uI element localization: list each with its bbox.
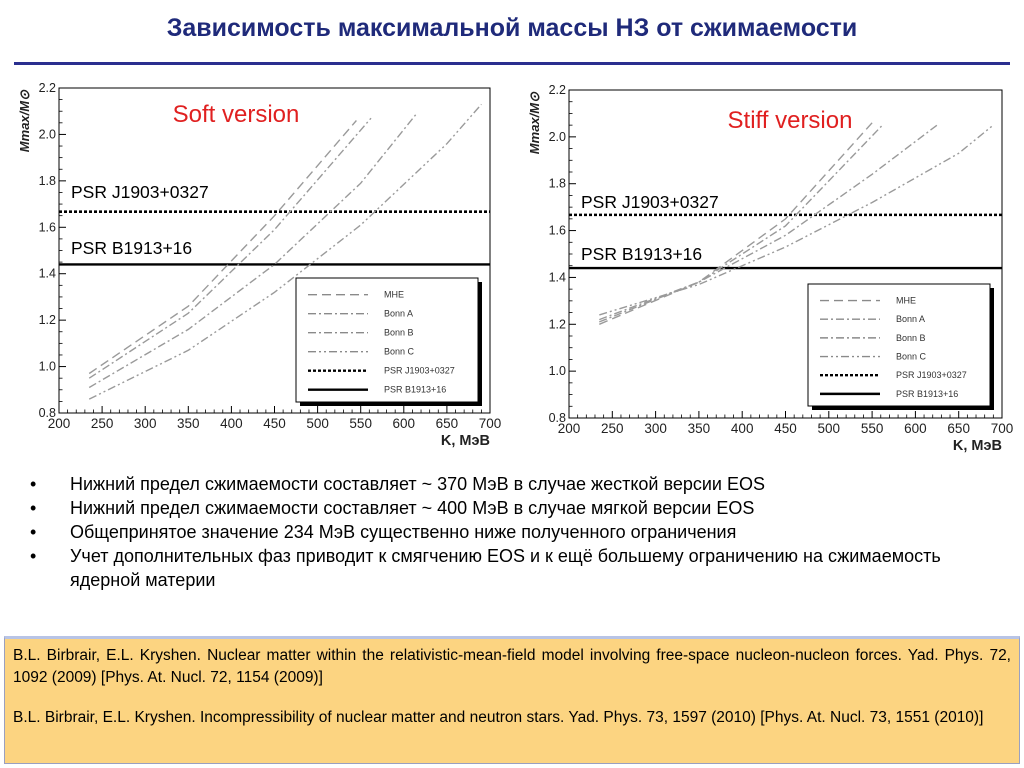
y-tick-label: 1.8: [548, 176, 566, 191]
legend-label: Bonn B: [384, 327, 414, 338]
bullet-text: Общепринятое значение 234 МэВ существенно ниже полученного ограничения: [70, 522, 737, 542]
y-tick-label: 1.0: [38, 359, 56, 374]
x-tick-label: 300: [644, 421, 667, 436]
y-tick-label: 2.0: [548, 129, 566, 144]
y-tick-label: 1.4: [548, 270, 566, 285]
title-divider: [14, 62, 1010, 65]
x-tick-label: 600: [392, 416, 416, 431]
y-tick-label: 1.0: [548, 364, 566, 379]
y-tick-label: 0.8: [38, 406, 56, 420]
y-tick-label: 1.8: [38, 173, 56, 188]
chart-title: Soft version: [172, 101, 300, 128]
references-box: [4, 636, 1020, 764]
reference-1: B.L. Birbrair, E.L. Kryshen. Nuclear matter within the relativistic-mean-field model involving free-space nucleon-nucleon forces. Yad. Phys. 72, 1092 (2009) [Phys. At. Nucl. 72, 1154 (2009)]: [13, 647, 1011, 686]
y-tick-label: 2.2: [38, 81, 56, 95]
x-tick-label: 400: [730, 421, 754, 436]
legend-label: MHE: [896, 295, 916, 306]
x-tick-label: 450: [263, 416, 286, 431]
y-tick-label: 0.8: [548, 411, 566, 425]
bullet-item: [24, 472, 984, 496]
x-axis-label: K, МэВ: [440, 433, 490, 449]
legend-label: Bonn A: [384, 308, 414, 319]
x-tick-label: 200: [557, 421, 581, 436]
x-tick-label: 200: [47, 416, 71, 431]
x-tick-label: 250: [601, 421, 624, 436]
x-tick-label: 700: [990, 421, 1014, 436]
x-tick-label: 350: [687, 421, 711, 436]
chart-soft-version: [0, 68, 512, 468]
legend-label: Bonn C: [384, 346, 415, 357]
reference-2: B.L. Birbrair, E.L. Kryshen. Incompressibility of nuclear matter and neutron stars. Yad. Phys. 73, 1597 (2010) [Phys. At. Nucl. 73, 1551 (2010)]: [13, 709, 984, 726]
x-tick-label: 600: [904, 421, 927, 436]
y-axis-label: Mmax/M⊙: [527, 92, 542, 155]
x-tick-label: 400: [220, 416, 243, 431]
legend-label: Bonn B: [896, 332, 926, 343]
chart-title: Stiff version: [727, 107, 853, 134]
bullet-item: [24, 496, 984, 520]
legend-label: PSR B1913+16: [896, 388, 959, 399]
x-tick-label: 500: [306, 416, 329, 431]
x-tick-label: 650: [435, 416, 459, 431]
legend-label: Bonn A: [896, 314, 926, 325]
x-tick-label: 300: [133, 416, 157, 431]
x-tick-label: 250: [90, 416, 114, 431]
y-tick-label: 2.0: [38, 127, 56, 142]
y-tick-label: 2.2: [548, 83, 566, 97]
legend-label: PSR J1903+0327: [896, 370, 967, 381]
legend-label: PSR J1903+0327: [384, 365, 455, 376]
x-tick-label: 350: [177, 416, 200, 431]
bullet-text: Нижний предел сжимаемости составляет ~ 400 МэВ в случае мягкой версии EOS: [70, 498, 755, 518]
bullet-text: Нижний предел сжимаемости составляет ~ 370 МэВ в случае жесткой версии EOS: [70, 474, 765, 494]
y-tick-label: 1.6: [548, 223, 566, 238]
x-axis-label: K, МэВ: [952, 438, 1002, 454]
chart-soft-svg: [0, 68, 512, 468]
x-tick-label: 700: [478, 416, 502, 431]
y-tick-label: 1.2: [548, 317, 566, 332]
x-tick-label: 500: [817, 421, 841, 436]
psr-label: PSR J1903+0327: [71, 182, 209, 202]
legend-label: MHE: [384, 289, 404, 300]
x-tick-label: 450: [774, 421, 797, 436]
bullet-dot: •: [30, 522, 37, 542]
x-tick-label: 650: [947, 421, 970, 436]
bullet-dot: •: [30, 546, 37, 566]
bullet-list: [24, 472, 984, 592]
y-axis-label: Mmax/M⊙: [17, 90, 32, 153]
bullet-dot: •: [30, 498, 37, 518]
x-tick-label: 550: [860, 421, 884, 436]
legend-label: Bonn C: [896, 351, 927, 362]
y-tick-label: 1.2: [38, 313, 56, 328]
bullet-item: [24, 544, 984, 592]
bullet-item: [24, 520, 984, 544]
bullet-dot: •: [30, 474, 37, 494]
psr-label: PSR B1913+16: [71, 238, 193, 258]
x-tick-label: 550: [349, 416, 372, 431]
legend-label: PSR B1913+16: [384, 384, 447, 395]
y-tick-label: 1.6: [38, 220, 56, 235]
chart-stiff-svg: [512, 68, 1024, 468]
slide-title: Зависимость максимальной массы НЗ от сжимаемости: [166, 14, 858, 42]
bullet-text: Учет дополнительных фаз приводит к смягчению EOS и к ещё большему ограничению на сжимаемость ядерной материи: [70, 546, 941, 590]
psr-label: PSR J1903+0327: [581, 192, 719, 212]
y-tick-label: 1.4: [38, 266, 56, 281]
psr-label: PSR B1913+16: [581, 244, 703, 264]
chart-stiff-version: [512, 68, 1024, 468]
